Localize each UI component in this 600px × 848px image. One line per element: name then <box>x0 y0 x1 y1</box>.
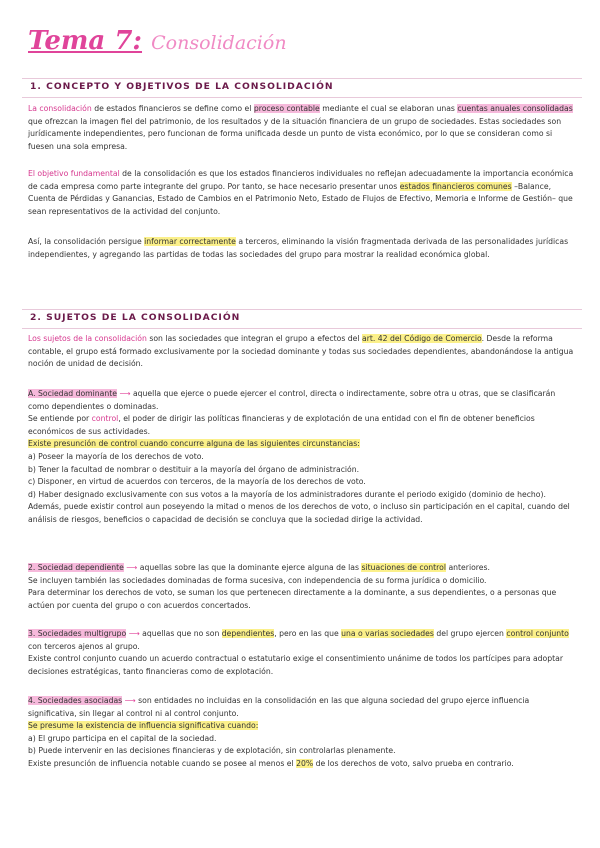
text-run: Existe presunción de influencia notable cuando se posee al menos el <box>28 758 297 768</box>
text-run: d) Haber designado exclusivamente con sus votos a la mayoría de los administradores durante el periodo exigido (dominio de hecho). <box>28 489 546 499</box>
section-1-paragraph-1 <box>28 103 574 153</box>
text-run: . Desde la reforma contable, el grupo está formado exclusivamente por la sociedad dominante y todas sus sociedades dependientes, abandonándose la antigua noción de unidad de decisión. <box>28 334 574 369</box>
text-run: del grupo ejercen <box>433 629 507 638</box>
text-run: Además, puede existir control aun poseyendo la mitad o menos de los derechos de voto, o incluso sin participación en el capital, cuando del análisis de riesgos, beneficios o capacidad de decisión se concluya que la sociedad dirige la actividad. <box>28 502 570 524</box>
subsection-sociedades-multigrupo <box>28 628 574 678</box>
pink-highlight: 4. Sociedades asociadas <box>28 696 123 705</box>
text-run: aquellas que no son <box>142 629 222 638</box>
key-term: Los sujetos de la consolidación <box>28 334 147 343</box>
yellow-highlight: informar correctamente <box>144 237 236 246</box>
text-run: –Balance, Cuenta de Pérdidas y Ganancias, Estado de Cambios en el Patrimonio Neto, Estado de Flujos de Efectivo, Memoria e Informe de Gestión– que sean representativos de la actividad del conjunto. <box>28 181 573 216</box>
text-run: Para determinar los derechos de voto, se suman los que pertenecen directamente a la dominante, a sus dependientes, o a personas que actúen por cuenta del grupo o con acuerdos concertados. <box>28 588 557 610</box>
arrow-connector: ⟶ <box>117 389 133 398</box>
section-2-heading: 2. SUJETOS DE LA CONSOLIDACIÓN <box>30 312 241 323</box>
section-1-paragraph-3 <box>28 236 574 261</box>
key-term: control <box>91 414 119 424</box>
yellow-highlight: art. 42 del Código de Comercio <box>361 334 482 343</box>
section-2-intro <box>28 333 574 371</box>
key-term: La consolidación <box>28 104 92 113</box>
arrow-connector: ⟶ <box>122 696 139 705</box>
yellow-highlight: Se presume la existencia de influencia significativa cuando: <box>28 721 259 731</box>
text-run: c) Disponer, en virtud de acuerdos con terceros, de la mayoría de los derechos de voto. <box>28 477 366 487</box>
text-run: a) Poseer la mayoría de los derechos de voto. <box>28 451 204 461</box>
pink-highlight: proceso contable <box>253 104 320 113</box>
arrow-connector: ⟶ <box>123 563 140 572</box>
yellow-highlight: estados financieros comunes <box>399 181 512 191</box>
section-1-heading-bar <box>22 78 582 98</box>
document-title <box>28 26 287 56</box>
text-run: a) El grupo participa en el capital de la sociedad. <box>28 733 217 743</box>
subsection-sociedad-dependiente <box>28 562 574 612</box>
text-run: son entidades no incluidas en la consolidación en las que alguna sociedad del grupo ejerce influencia significativa, sin llegar al control ni al control conjunto. <box>28 696 530 718</box>
pink-highlight: cuentas anuales consolidadas <box>457 104 573 113</box>
text-run: aquella que ejerce o puede ejercer el control, directa o indirectamente, sobre otra u otras, que se clasificarán como dependientes o dominadas. <box>28 389 556 411</box>
text-run: con terceros ajenos al grupo. <box>28 641 140 651</box>
text-run: a terceros, eliminando la visión fragmentada derivada de las personalidades jurídicas independientes, y agregando las partidas de todas las sociedades del grupo para mostrar la realidad económica global. <box>28 237 569 259</box>
text-run: b) Tener la facultad de nombrar o destituir a la mayoría del órgano de administración. <box>28 464 360 474</box>
text-run: Así, la consolidación persigue <box>28 237 145 246</box>
yellow-highlight: una o varias sociedades <box>341 629 434 638</box>
text-run: Se incluyen también las sociedades dominadas de forma sucesiva, con independencia de su forma jurídica o domicilio. <box>28 575 487 585</box>
pink-highlight: 2. Sociedad dependiente <box>28 563 124 572</box>
text-run: Existe control conjunto cuando un acuerdo contractual o estatutario exige el consentimiento unánime de todos los partícipes para adoptar decisiones estratégicas, tanto financieras como de explotación. <box>28 654 564 676</box>
text-run: anteriores. <box>446 563 490 572</box>
text-run: de los derechos de voto, salvo prueba en contrario. <box>313 758 514 768</box>
title-subtitle: Consolidación <box>151 32 287 54</box>
subsection-sociedades-asociadas <box>28 695 574 771</box>
text-run: aquellas sobre las que la dominante ejerce alguna de las <box>139 563 362 572</box>
text-run: son las sociedades que integran el grupo a efectos del <box>146 334 362 343</box>
title-main: Tema 7: <box>28 26 143 56</box>
text-run: de la consolidación es que los estados financieros individuales no reflejan adecuadamente la importancia económica de cada empresa como parte integrante del grupo. Por tanto, se hace necesario presentar unos <box>28 169 574 191</box>
text-run: , el poder de dirigir las políticas financieras y de explotación de una entidad con el fin de obtener beneficios económicos de sus actividades. <box>28 414 535 436</box>
section-1-paragraph-2 <box>28 168 574 218</box>
arrow-connector: ⟶ <box>126 629 143 638</box>
yellow-highlight: 20% <box>296 758 314 768</box>
pink-highlight: 3. Sociedades multigrupo <box>28 629 127 638</box>
yellow-highlight: situaciones de control <box>361 563 447 572</box>
subsection-sociedad-dominante <box>28 388 574 527</box>
yellow-highlight: Existe presunción de control cuando concurre alguna de las siguientes circunstancias: <box>28 439 360 449</box>
text-run: de estados financieros se define como el <box>91 104 254 113</box>
text-run: que ofrezcan la imagen fiel del patrimonio, de los resultados y de la situación financiera de un grupo de sociedades. Estas sociedades son jurídicamente independientes, pero funcionan de forma unificada desde un punto de vista económico, por lo que se consideran como si fuesen una sola empresa. <box>28 116 562 151</box>
text-run: , pero en las que <box>274 629 342 638</box>
text-run: Se entiende por <box>28 414 92 424</box>
text-run: b) Puede intervenir en las decisiones financieras y de explotación, sin controlarlas plenamente. <box>28 746 396 756</box>
section-2-heading-bar <box>22 309 582 329</box>
yellow-highlight: dependientes <box>221 629 275 638</box>
pink-highlight: A. Sociedad dominante <box>28 389 118 398</box>
text-run: mediante el cual se elaboran unas <box>319 104 458 113</box>
key-term: El objetivo fundamental <box>28 169 120 178</box>
yellow-highlight: control conjunto <box>506 629 569 638</box>
section-1-heading: 1. CONCEPTO Y OBJETIVOS DE LA CONSOLIDACIÓN <box>30 81 334 92</box>
